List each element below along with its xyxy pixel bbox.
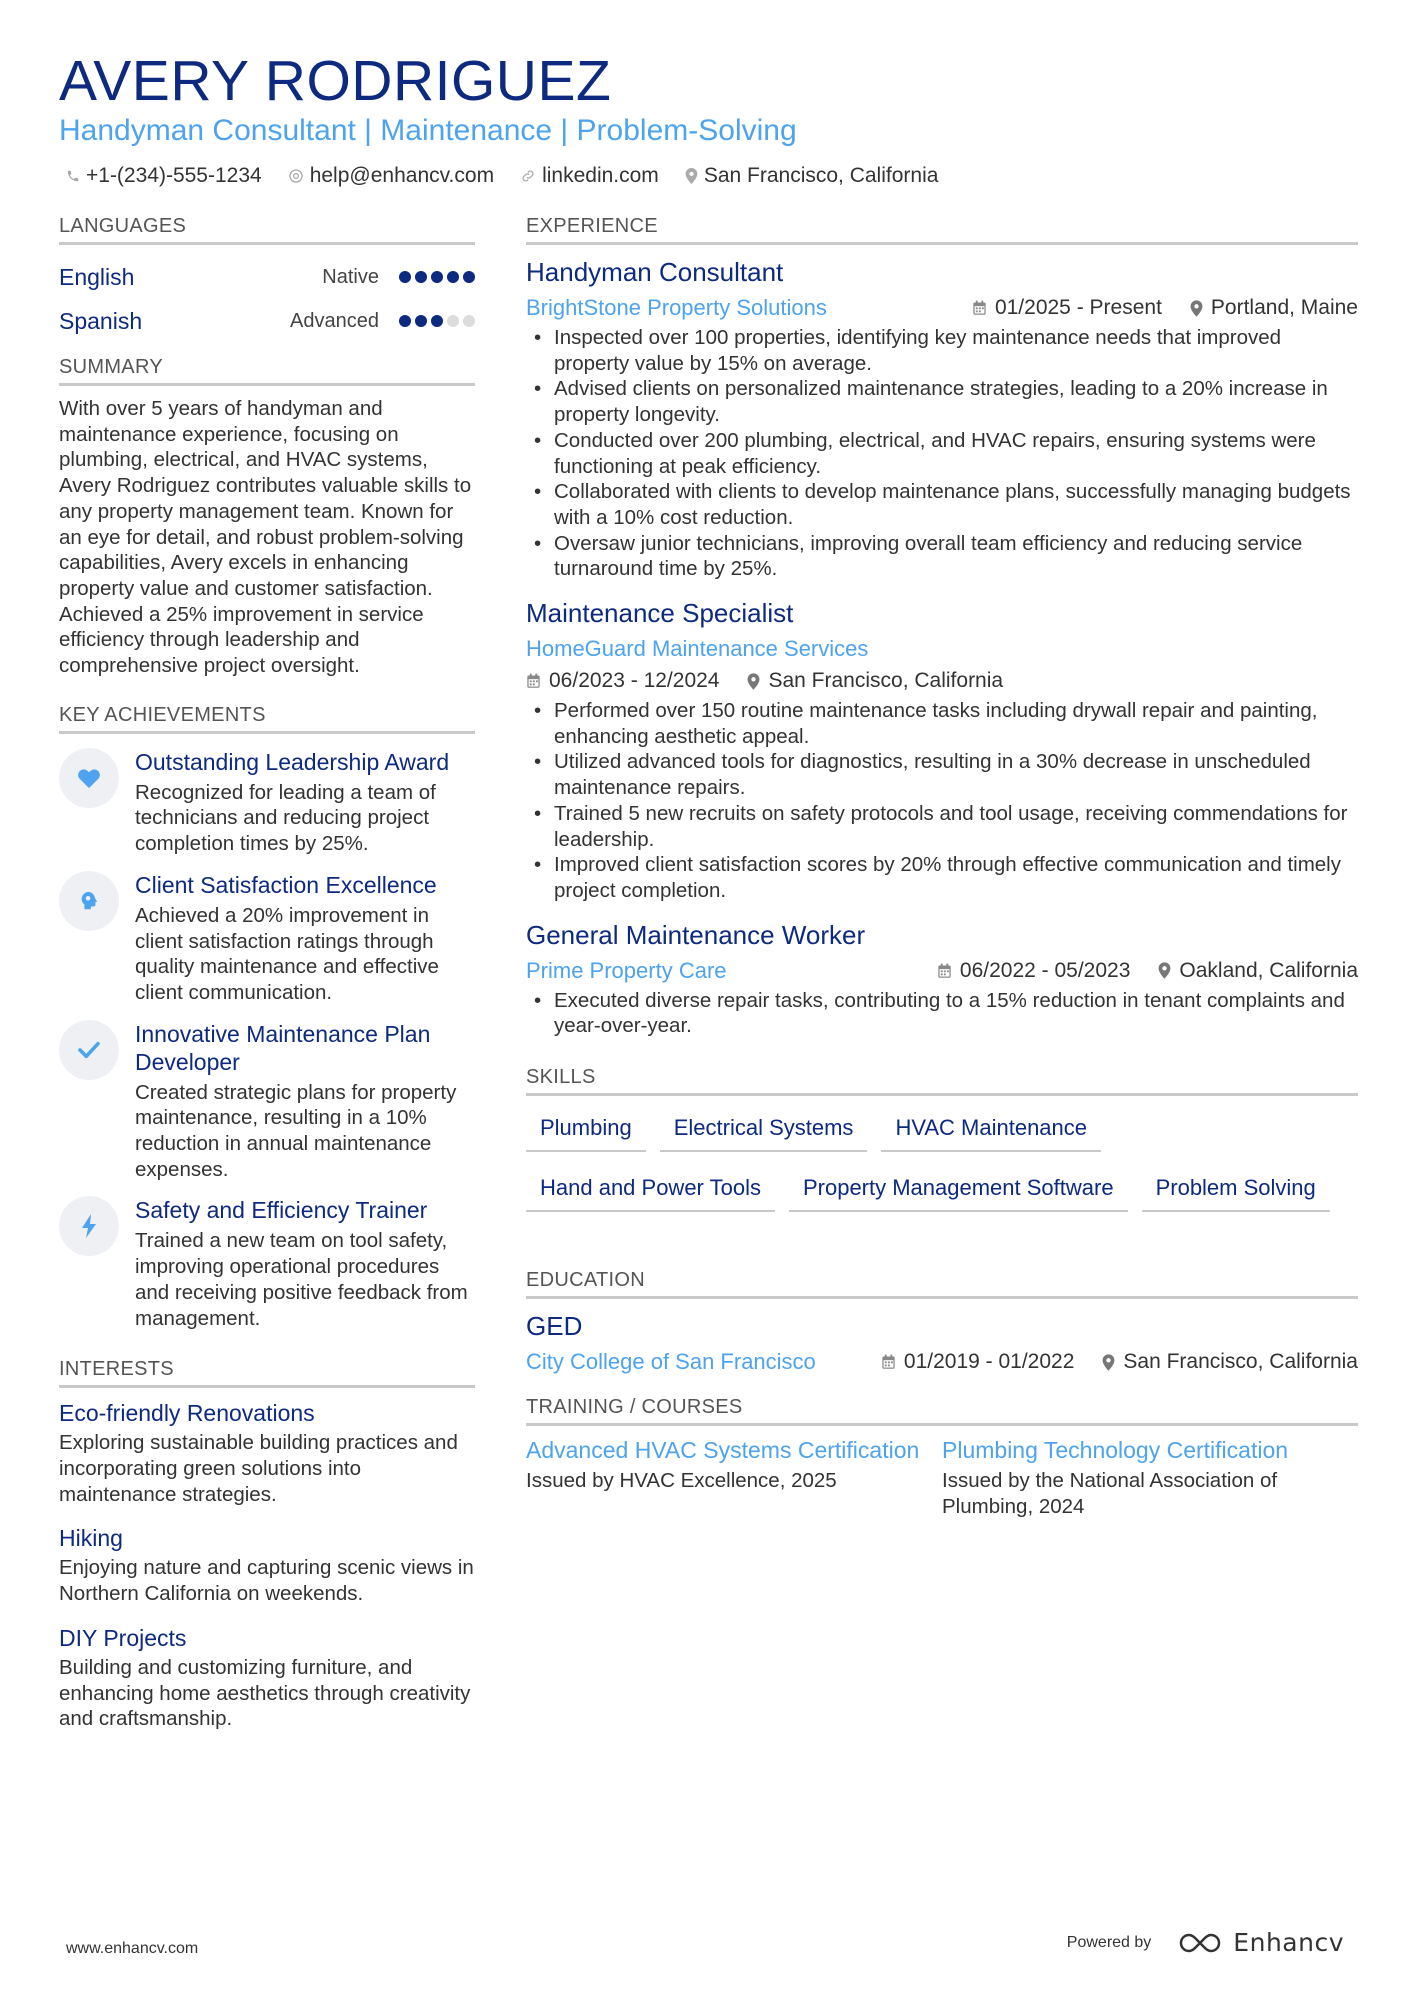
education-heading: EDUCATION	[526, 1266, 1358, 1299]
summary-heading: SUMMARY	[59, 353, 475, 386]
contact-email[interactable]	[288, 162, 494, 190]
job-entry	[526, 255, 1358, 582]
job-entry	[526, 918, 1358, 1039]
proficiency-dots	[395, 315, 475, 327]
achievement-desc: Achieved a 20% improvement in client satisfaction ratings through quality maintenance and effective client communication.	[135, 903, 439, 1004]
language-name: Spanish	[59, 307, 143, 334]
interest-title: Hiking	[59, 1525, 123, 1552]
phone-text: +1-(234)-555-1234	[86, 164, 262, 187]
contact-phone[interactable]	[66, 162, 262, 190]
language-name: English	[59, 263, 135, 290]
job-dates	[972, 293, 1162, 323]
training-list	[526, 1436, 1358, 1519]
footer-website[interactable]: www.enhancv.com	[66, 1940, 199, 1957]
calendar-icon	[937, 963, 952, 979]
job-bullet: • Improved client satisfaction scores by 20% through effective communication and timely project completion.	[526, 852, 1358, 903]
job-title: General Maintenance Worker	[526, 919, 866, 950]
proficiency-dots	[395, 271, 475, 283]
achievement-item	[59, 748, 475, 857]
language-level: Native	[322, 265, 379, 288]
job-bullet: • Collaborated with clients to develop maintenance plans, successfully managing budgets with a 10% cost reduction.	[526, 479, 1358, 530]
job-meta	[526, 666, 1358, 696]
job-location	[1158, 956, 1358, 986]
job-meta	[526, 956, 1358, 986]
proficiency-dot-filled	[431, 271, 443, 283]
interest-item	[59, 1523, 475, 1606]
linkedin-text: linkedin.com	[542, 164, 659, 187]
skills-heading: SKILLS	[526, 1063, 1358, 1096]
job-meta	[526, 634, 1358, 664]
proficiency-dot-filled	[431, 315, 443, 327]
training-title: Advanced HVAC Systems Certification	[526, 1437, 920, 1464]
at-icon	[288, 168, 304, 184]
contact-linkedin[interactable]	[520, 162, 659, 190]
skill-tag: Property Management Software	[789, 1166, 1128, 1212]
interests-heading: INTERESTS	[59, 1355, 475, 1388]
phone-icon	[66, 169, 80, 183]
languages-heading: LANGUAGES	[59, 212, 475, 245]
headline: Handyman Consultant | Maintenance | Problem-Solving	[59, 114, 797, 147]
heart-icon	[59, 748, 119, 808]
job-location	[747, 666, 1003, 696]
location-text: San Francisco, California	[703, 164, 939, 187]
candidate-name: AVERY RODRIGUEZ	[59, 49, 612, 113]
training-heading: TRAINING / COURSES	[526, 1393, 1358, 1426]
right-column	[526, 212, 1358, 1519]
job-bullets	[526, 698, 1358, 904]
job-bullet: • Conducted over 200 plumbing, electrical, and HVAC repairs, ensuring systems were functioning at peak efficiency.	[526, 428, 1358, 479]
achievement-item	[59, 1020, 475, 1183]
job-bullet: • Inspected over 100 properties, identifying key maintenance needs that improved property value by 15% on average.	[526, 325, 1358, 376]
contact-location	[685, 162, 939, 190]
calendar-icon	[881, 1354, 896, 1370]
education-entry	[526, 1309, 1358, 1377]
skill-tag: Plumbing	[526, 1106, 646, 1152]
training-title: Plumbing Technology Certification	[942, 1437, 1289, 1464]
location-pin-icon	[685, 168, 698, 184]
job-bullet: • Oversaw junior technicians, improving overall team efficiency and reducing service turnaround time by 25%.	[526, 531, 1358, 582]
left-column	[59, 212, 475, 1748]
language-item	[59, 255, 475, 299]
language-level: Advanced	[290, 309, 379, 332]
training-desc: Issued by HVAC Excellence, 2025	[526, 1469, 837, 1493]
location-text: Oakland, California	[1179, 958, 1358, 982]
location-pin-icon	[1102, 1354, 1115, 1371]
footer-branding	[1067, 1928, 1344, 1957]
location-pin-icon	[1158, 962, 1171, 979]
link-icon	[520, 168, 536, 184]
job-dates	[937, 956, 1130, 986]
company-name: HomeGuard Maintenance Services	[526, 636, 869, 662]
training-item	[526, 1436, 942, 1519]
job-bullets	[526, 988, 1358, 1039]
proficiency-dot-filled	[399, 271, 411, 283]
education-meta	[526, 1347, 1358, 1377]
achievements-heading: KEY ACHIEVEMENTS	[59, 701, 475, 734]
interest-title: Eco-friendly Renovations	[59, 1400, 315, 1427]
job-entry	[526, 596, 1358, 904]
proficiency-dot-filled	[415, 315, 427, 327]
achievement-desc: Trained a new team on tool safety, improving operational procedures and receiving positive feedback from management.	[135, 1229, 468, 1330]
proficiency-dot-empty	[447, 315, 459, 327]
proficiency-dot-filled	[415, 271, 427, 283]
achievement-title: Outstanding Leadership Award	[135, 748, 450, 775]
job-bullet: • Utilized advanced tools for diagnostics, resulting in a 30% decrease in unscheduled maintenance repairs.	[526, 749, 1358, 800]
interest-item	[59, 1623, 475, 1732]
job-title: Handyman Consultant	[526, 257, 784, 287]
job-bullet: • Executed diverse repair tasks, contributing to a 15% reduction in tenant complaints and year-over-year.	[526, 988, 1358, 1039]
proficiency-dot-filled	[463, 271, 475, 283]
experience-heading: EXPERIENCE	[526, 212, 1358, 245]
dates-text: 06/2022 - 05/2023	[959, 958, 1131, 982]
dates-text: 01/2019 - 01/2022	[903, 1350, 1075, 1374]
education-location	[1102, 1347, 1358, 1377]
proficiency-dot-filled	[447, 271, 459, 283]
brain-icon	[59, 871, 119, 931]
interest-title: DIY Projects	[59, 1624, 187, 1651]
job-bullet: • Advised clients on personalized maintenance strategies, leading to a 20% increase in property longevity.	[526, 376, 1358, 427]
job-bullets	[526, 325, 1358, 582]
dates-text: 06/2023 - 12/2024	[549, 669, 720, 693]
company-name: Prime Property Care	[526, 957, 727, 983]
skills-list	[526, 1106, 1358, 1226]
interest-desc: Enjoying nature and capturing scenic views in Northern California on weekends.	[59, 1556, 474, 1606]
brand-name: Enhancv	[1233, 1928, 1344, 1957]
achievement-title: Client Satisfaction Excellence	[135, 871, 437, 898]
achievement-desc: Recognized for leading a team of technicians and reducing project completion times by 25%.	[135, 780, 436, 856]
job-location	[1190, 293, 1358, 323]
company-name: BrightStone Property Solutions	[526, 295, 827, 320]
achievement-title: Innovative Maintenance Plan Developer	[135, 1020, 431, 1075]
degree: GED	[526, 1311, 583, 1342]
achievement-item	[59, 871, 475, 1006]
achievement-desc: Created strategic plans for property maintenance, resulting in a 10% reduction in annual maintenance expenses.	[135, 1080, 457, 1181]
location-text: Portland, Maine	[1210, 296, 1358, 319]
proficiency-dot-filled	[399, 315, 411, 327]
interest-desc: Building and customizing furniture, and enhancing home aesthetics through creativity and craftsmanship.	[59, 1655, 471, 1731]
contact-bar	[66, 162, 964, 190]
job-title: Maintenance Specialist	[526, 598, 794, 629]
dates-text: 01/2025 - Present	[994, 296, 1162, 319]
bolt-icon	[59, 1196, 119, 1256]
achievement-title: Safety and Efficiency Trainer	[135, 1197, 428, 1224]
location-text: San Francisco, California	[1123, 1350, 1358, 1374]
skill-tag: HVAC Maintenance	[881, 1106, 1101, 1152]
location-pin-icon	[1190, 300, 1203, 317]
skill-tag: Electrical Systems	[660, 1106, 868, 1152]
education-dates	[881, 1347, 1074, 1377]
job-dates	[526, 666, 719, 696]
job-meta	[526, 293, 1358, 323]
summary-text: With over 5 years of handyman and maintenance experience, focusing on plumbing, electrical, and HVAC systems, Avery Rodriguez contributes valuable skills to any property management team. Known for an eye for detail, and robust problem-solving capabilities, Avery excels in enhancing property value and customer satisfaction. Achieved a 25% improvement in service efficiency through leadership and comprehensive project oversight.	[59, 397, 472, 678]
job-bullet: • Trained 5 new recruits on safety protocols and tool usage, receiving commendations for leadership.	[526, 801, 1358, 852]
check-icon	[59, 1020, 119, 1080]
enhancv-logo-icon	[1177, 1931, 1223, 1955]
proficiency-dot-empty	[463, 315, 475, 327]
powered-by-text: Powered by	[1066, 1933, 1152, 1951]
location-pin-icon	[747, 673, 760, 690]
skill-tag: Problem Solving	[1142, 1166, 1330, 1212]
job-bullet: • Performed over 150 routine maintenance tasks including drywall repair and painting, enhancing aesthetic appeal.	[526, 698, 1358, 749]
achievement-item	[59, 1196, 475, 1331]
training-desc: Issued by the National Association of Plumbing, 2024	[942, 1469, 1278, 1518]
calendar-icon	[526, 673, 541, 689]
interest-desc: Exploring sustainable building practices and incorporating green solutions into maintenance strategies.	[59, 1431, 458, 1506]
location-text: San Francisco, California	[768, 669, 1004, 693]
school-name: City College of San Francisco	[526, 1349, 816, 1375]
training-item	[942, 1436, 1358, 1519]
language-item	[59, 299, 475, 343]
languages-list	[59, 255, 475, 343]
interest-item	[59, 1398, 475, 1507]
skill-tag: Hand and Power Tools	[526, 1166, 775, 1212]
email-text: help@enhancv.com	[309, 164, 495, 187]
calendar-icon	[972, 300, 987, 316]
